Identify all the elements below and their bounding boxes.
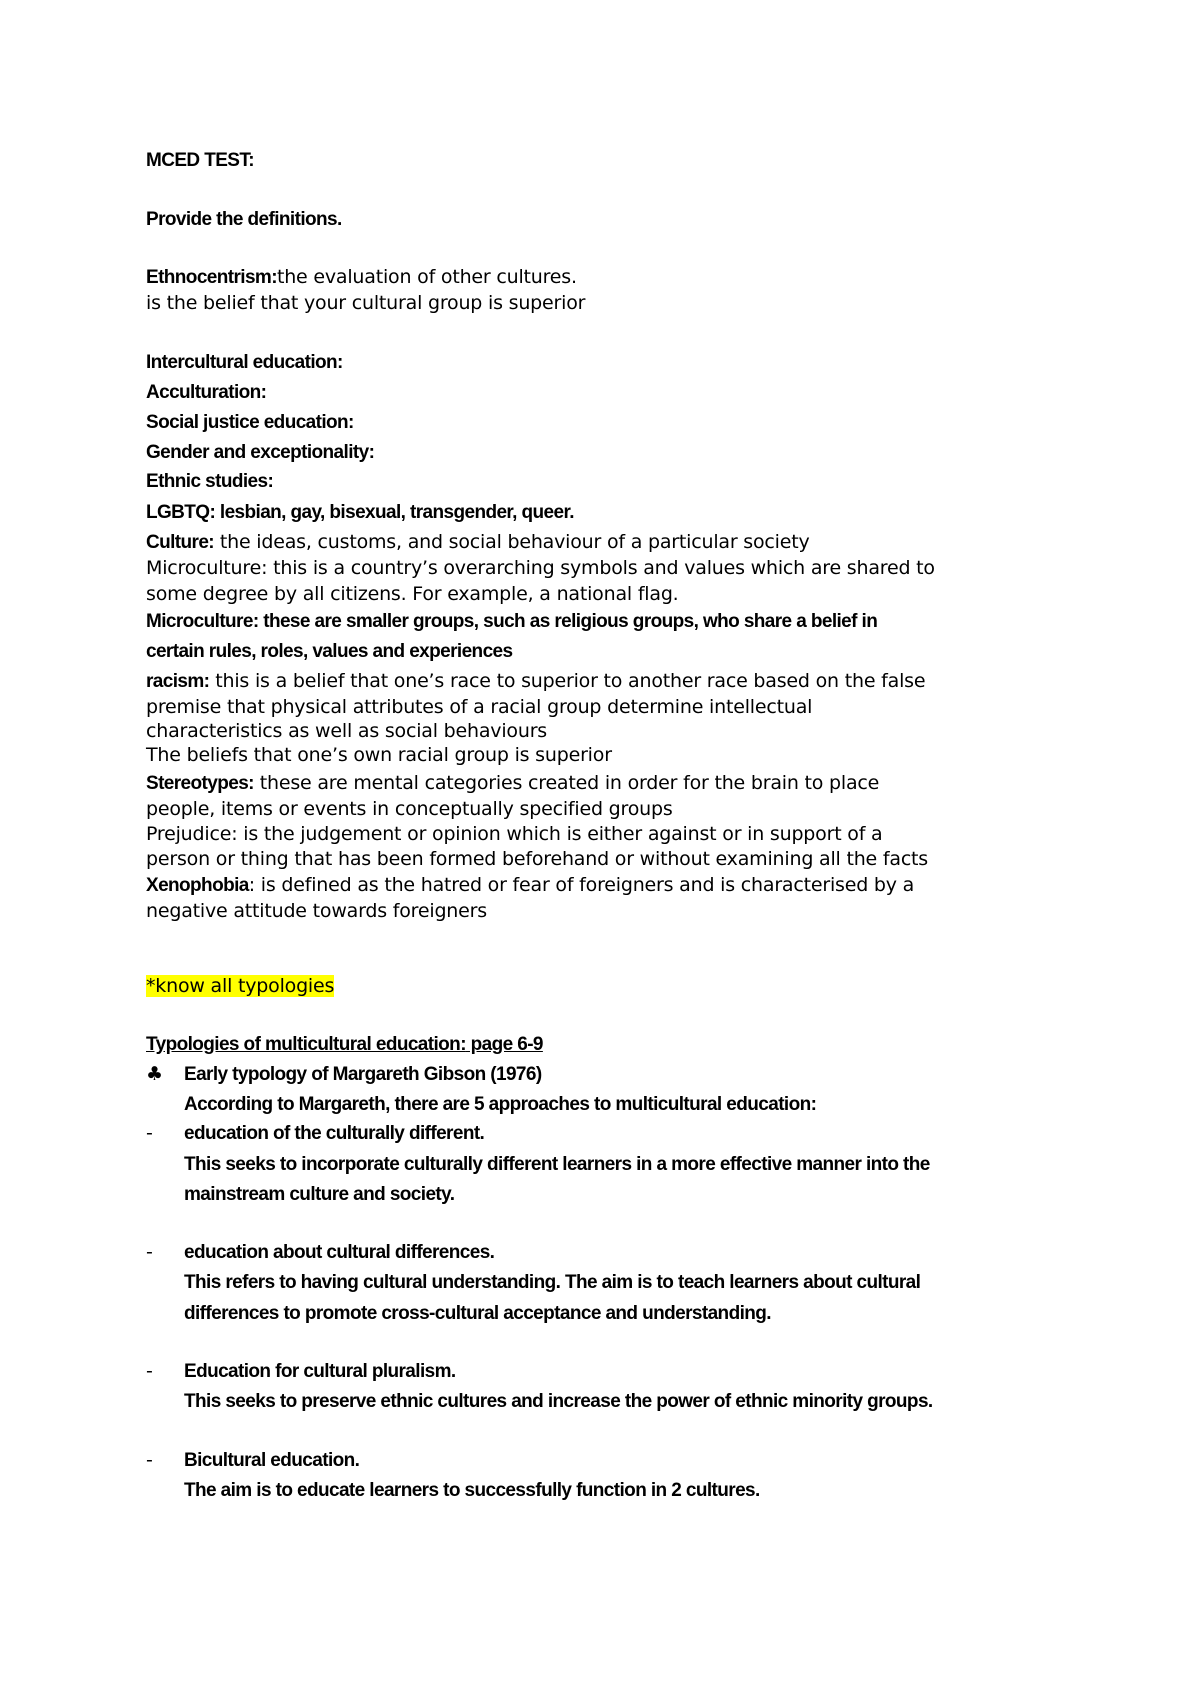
highlighted-note xyxy=(146,977,334,996)
approach-title: education of the culturally different. xyxy=(184,1123,485,1144)
definition-line: certain rules, roles, values and experiences xyxy=(146,641,513,662)
approach-description: mainstream culture and society. xyxy=(184,1184,455,1205)
approach-description: This seeks to preserve ethnic cultures and increase the power of ethnic minority groups. xyxy=(184,1391,933,1412)
definition-xenophobia xyxy=(146,876,914,895)
term-label: Culture: xyxy=(146,532,215,553)
term-label: Xenophobia xyxy=(146,875,249,896)
term-gender-exceptionality: Gender and exceptionality: xyxy=(146,442,375,463)
term-definition: the evaluation of other cultures. xyxy=(276,266,577,288)
page-reference: page 6-9 xyxy=(465,1034,543,1055)
definition-prejudice: Prejudice: is the judgement or opinion which is either against or in support of a xyxy=(146,823,883,845)
gibson-intro: According to Margareth, there are 5 approaches to multicultural education: xyxy=(184,1094,817,1115)
dash-bullet-icon: - xyxy=(146,1449,153,1471)
term-label: Ethnocentrism: xyxy=(146,267,277,288)
term-intercultural-education: Intercultural education: xyxy=(146,352,343,373)
term-ethnic-studies: Ethnic studies: xyxy=(146,471,274,492)
dash-bullet-icon: - xyxy=(146,1360,153,1382)
term-lgbtq: LGBTQ: lesbian, gay, bisexual, transgender, queer. xyxy=(146,502,574,523)
definition-culture xyxy=(146,533,810,552)
definition-line: person or thing that has been formed beforehand or without examining all the facts xyxy=(146,848,929,870)
term-label: racism: xyxy=(146,671,210,692)
definition-line: some degree by all citizens. For example, a national flag. xyxy=(146,583,679,605)
definition-line: is the belief that your cultural group is superior xyxy=(146,292,586,314)
approach-description: This refers to having cultural understanding. The aim is to teach learners about cultural xyxy=(184,1272,921,1293)
term-social-justice-education: Social justice education: xyxy=(146,412,354,433)
term-definition: : is defined as the hatred or fear of foreigners and is characterised by a xyxy=(248,874,915,896)
term-definition: these are mental categories created in order for the brain to place xyxy=(253,772,880,794)
definition-stereotypes xyxy=(146,774,879,793)
dash-bullet-icon: - xyxy=(146,1241,153,1263)
approach-title: education about cultural differences. xyxy=(184,1242,495,1263)
definition-line: people, items or events in conceptually specified groups xyxy=(146,798,673,820)
approach-title: Education for cultural pluralism. xyxy=(184,1361,456,1382)
definition-line: premise that physical attributes of a racial group determine intellectual xyxy=(146,696,813,718)
definition-line: Microculture: this is a country’s overarching symbols and values which are shared to xyxy=(146,557,935,579)
approach-description: This seeks to incorporate culturally different learners in a more effective manner into the xyxy=(184,1154,930,1175)
approach-description: differences to promote cross-cultural acceptance and understanding. xyxy=(184,1303,771,1324)
typologies-heading xyxy=(146,1035,543,1054)
highlight-text: *know all typologies xyxy=(146,975,335,997)
definition-microculture: Microculture: these are smaller groups, such as religious groups, who share a belief in xyxy=(146,611,878,632)
term-acculturation: Acculturation: xyxy=(146,382,267,403)
term-label: Stereotypes: xyxy=(146,773,254,794)
term-definition: this is a belief that one’s race to superior to another race based on the false xyxy=(209,670,926,692)
definition-racism xyxy=(146,672,925,691)
club-bullet-icon: ♣ xyxy=(146,1063,164,1085)
definition-ethnocentrism xyxy=(146,268,577,287)
gibson-typology-heading: Early typology of Margareth Gibson (1976) xyxy=(184,1064,542,1085)
doc-title: MCED TEST: xyxy=(146,150,255,171)
dash-bullet-icon: - xyxy=(146,1122,153,1144)
heading-text: Typologies of multicultural education: xyxy=(146,1034,466,1055)
definition-line: characteristics as well as social behaviours xyxy=(146,720,548,742)
term-definition: the ideas, customs, and social behaviour of a particular society xyxy=(214,531,810,553)
instruction: Provide the definitions. xyxy=(146,209,342,230)
approach-title: Bicultural education. xyxy=(184,1450,360,1471)
definition-line: negative attitude towards foreigners xyxy=(146,900,487,922)
approach-description: The aim is to educate learners to successfully function in 2 cultures. xyxy=(184,1480,760,1501)
definition-line: The beliefs that one’s own racial group is superior xyxy=(146,744,612,766)
